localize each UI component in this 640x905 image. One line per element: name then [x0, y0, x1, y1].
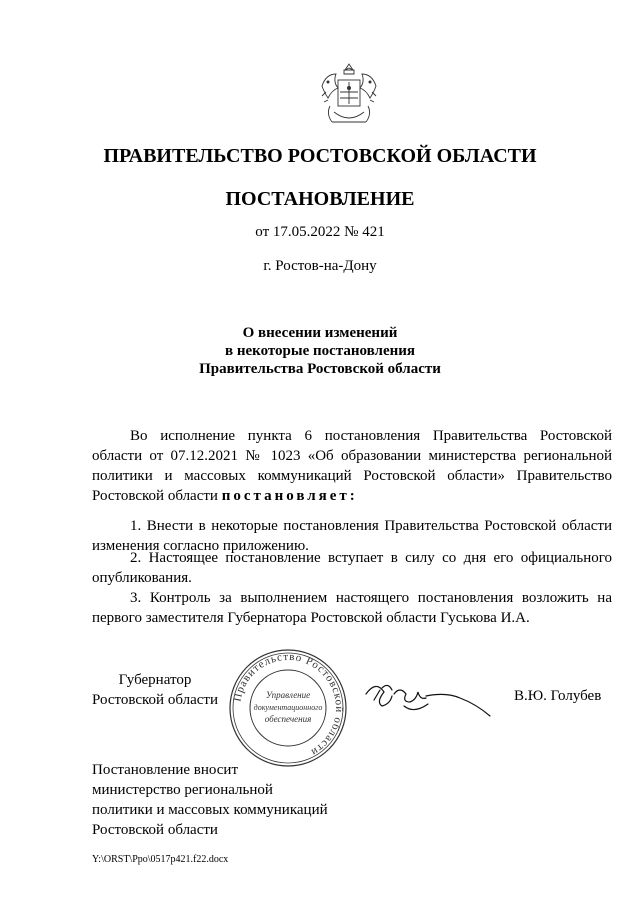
item-paragraph: 3. Контроль за выполнением настоящего постановления возложить на первого заместителя Губернатора Ростовской области Гуськова И.А.	[92, 590, 612, 626]
stamp-inner-line: Управление	[265, 690, 311, 700]
resolves-word: постановляет:	[221, 488, 358, 504]
official-stamp	[228, 648, 348, 768]
submitted-by-block	[92, 760, 328, 840]
signatory-title-line: Ростовской области	[92, 692, 218, 708]
stamp-inner-line: обеспечения	[264, 714, 312, 724]
submitted-by-line: политики и массовых коммуникаций	[92, 802, 328, 818]
signatory-title	[90, 670, 220, 710]
stamp-inner-line: документационного	[253, 703, 323, 712]
governor-name: В.Ю. Голубев	[514, 688, 602, 704]
subject-line: Правительства Ростовской области	[199, 361, 441, 377]
coat-of-arms-emblem	[316, 62, 382, 128]
preamble-text: Во исполнение пункта 6 постановления Правительства Ростовской области от 07.12.2021 № 1023 «Об образовании министерства региональной политики и массовых коммуникаций Ростовской области» Правительство Ростовской области	[92, 428, 612, 504]
date-number-line: от 17.05.2022 № 421	[255, 224, 385, 240]
subject-line: в некоторые постановления	[224, 343, 416, 359]
stamp-outer-text: Правительство Ростовской области	[231, 650, 346, 759]
file-path: Y:\ORST\Ppo\0517p421.f22.docx	[92, 854, 229, 865]
preamble-paragraph	[92, 426, 612, 506]
submitted-by-line: министерство региональной	[92, 782, 273, 798]
government-title: ПРАВИТЕЛЬСТВО РОСТОВСКОЙ ОБЛАСТИ	[103, 145, 537, 167]
handwritten-signature	[360, 672, 500, 720]
submitted-by-line: Ростовской области	[92, 822, 218, 838]
city-line: г. Ростов-на-Дону	[263, 258, 377, 274]
item-paragraph: 1. Внести в некоторые постановления Правительства Ростовской области изменения согласно приложению.	[92, 518, 612, 554]
signatory-title-line: Губернатор	[118, 672, 192, 688]
document-type: ПОСТАНОВЛЕНИЕ	[225, 188, 415, 210]
item-paragraph: 2. Настоящее постановление вступает в силу со дня его официального опубликования.	[92, 550, 612, 586]
subject-heading	[0, 324, 640, 378]
submitted-by-line: Постановление вносит	[92, 762, 239, 778]
subject-line: О внесении изменений	[242, 325, 398, 341]
